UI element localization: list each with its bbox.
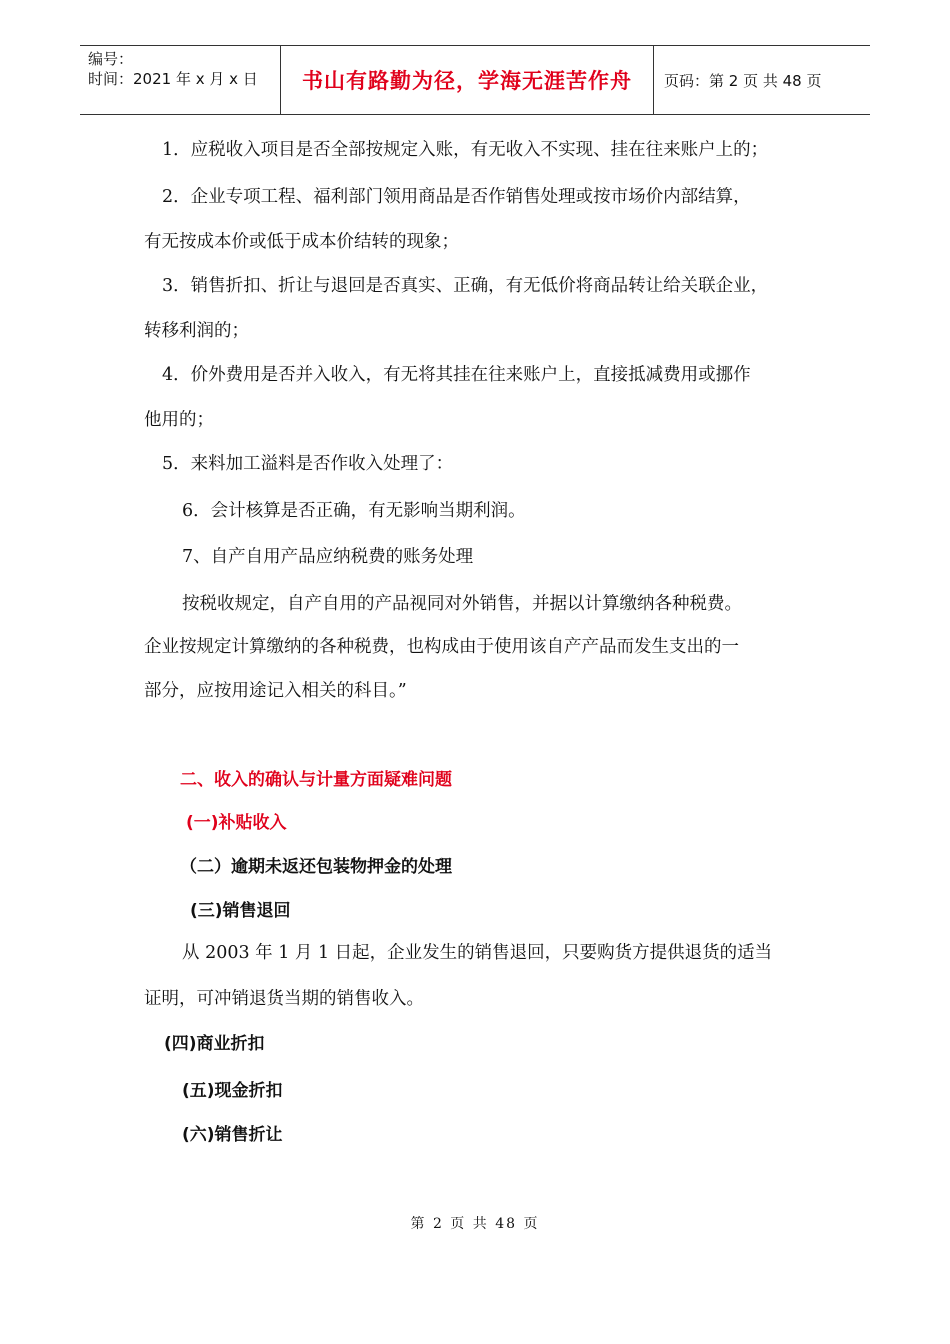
paragraph-1-line3: 部分，应按用途记入相关的科目。” [144, 681, 407, 701]
header-page-info: 页码：第 2 页 共 48 页 [664, 71, 822, 90]
item-3-line1: 3．销售折扣、折让与退回是否真实、正确，有无低价将商品转让给关联企业， [162, 276, 769, 296]
subheading-3: (三)销售退回 [190, 901, 291, 921]
subheading-2: （二）逾期未返还包装物押金的处理 [180, 857, 452, 877]
item-3-line2: 转移利润的； [144, 321, 249, 341]
item-2-line2: 有无按成本价或低于成本价结转的现象； [144, 232, 459, 252]
item-7: 7、自产自用产品应纳税费的账务处理 [182, 547, 474, 567]
time-label: 时间：2021 年 x 月 x 日 [88, 70, 258, 88]
paragraph-1-line1: 按税收规定，自产自用的产品视同对外销售，并据以计算缴纳各种税费。 [182, 594, 742, 614]
item-6: 6．会计核算是否正确，有无影响当期利润。 [182, 501, 526, 521]
item-4-line2: 他用的； [144, 410, 214, 430]
paragraph-2-line2: 证明，可冲销退货当期的销售收入。 [144, 989, 424, 1009]
subheading-6: (六)销售折让 [182, 1125, 283, 1145]
subheading-4: (四)商业折扣 [164, 1034, 265, 1054]
subheading-1: (一)补贴收入 [186, 813, 287, 833]
page-header [80, 45, 870, 115]
header-meta [80, 46, 281, 114]
item-1: 1．应税收入项目是否全部按规定入账，有无收入不实现、挂在往来账户上的； [162, 140, 769, 160]
serial-label: 编号： [88, 50, 134, 68]
item-2-line1: 2．企业专项工程、福利部门领用商品是否作销售处理或按市场价内部结算， [162, 187, 751, 207]
paragraph-1-line2: 企业按规定计算缴纳的各种税费，也构成由于使用该自产产品而发生支出的一 [144, 637, 739, 657]
section-heading-2: 二、收入的确认与计量方面疑难问题 [180, 770, 452, 790]
page-footer: 第 2 页 共 48 页 [410, 1216, 540, 1232]
item-4-line1: 4．价外费用是否并入收入，有无将其挂在往来账户上，直接抵减费用或挪作 [162, 365, 751, 385]
header-motto: 书山有路勤为径，学海无涯苦作舟 [281, 46, 654, 114]
paragraph-2-line1: 从 2003 年 1 月 1 日起，企业发生的销售退回，只要购货方提供退货的适当 [182, 943, 773, 963]
item-5: 5．来料加工溢料是否作收入处理了： [162, 454, 454, 474]
subheading-5: (五)现金折扣 [182, 1081, 283, 1101]
